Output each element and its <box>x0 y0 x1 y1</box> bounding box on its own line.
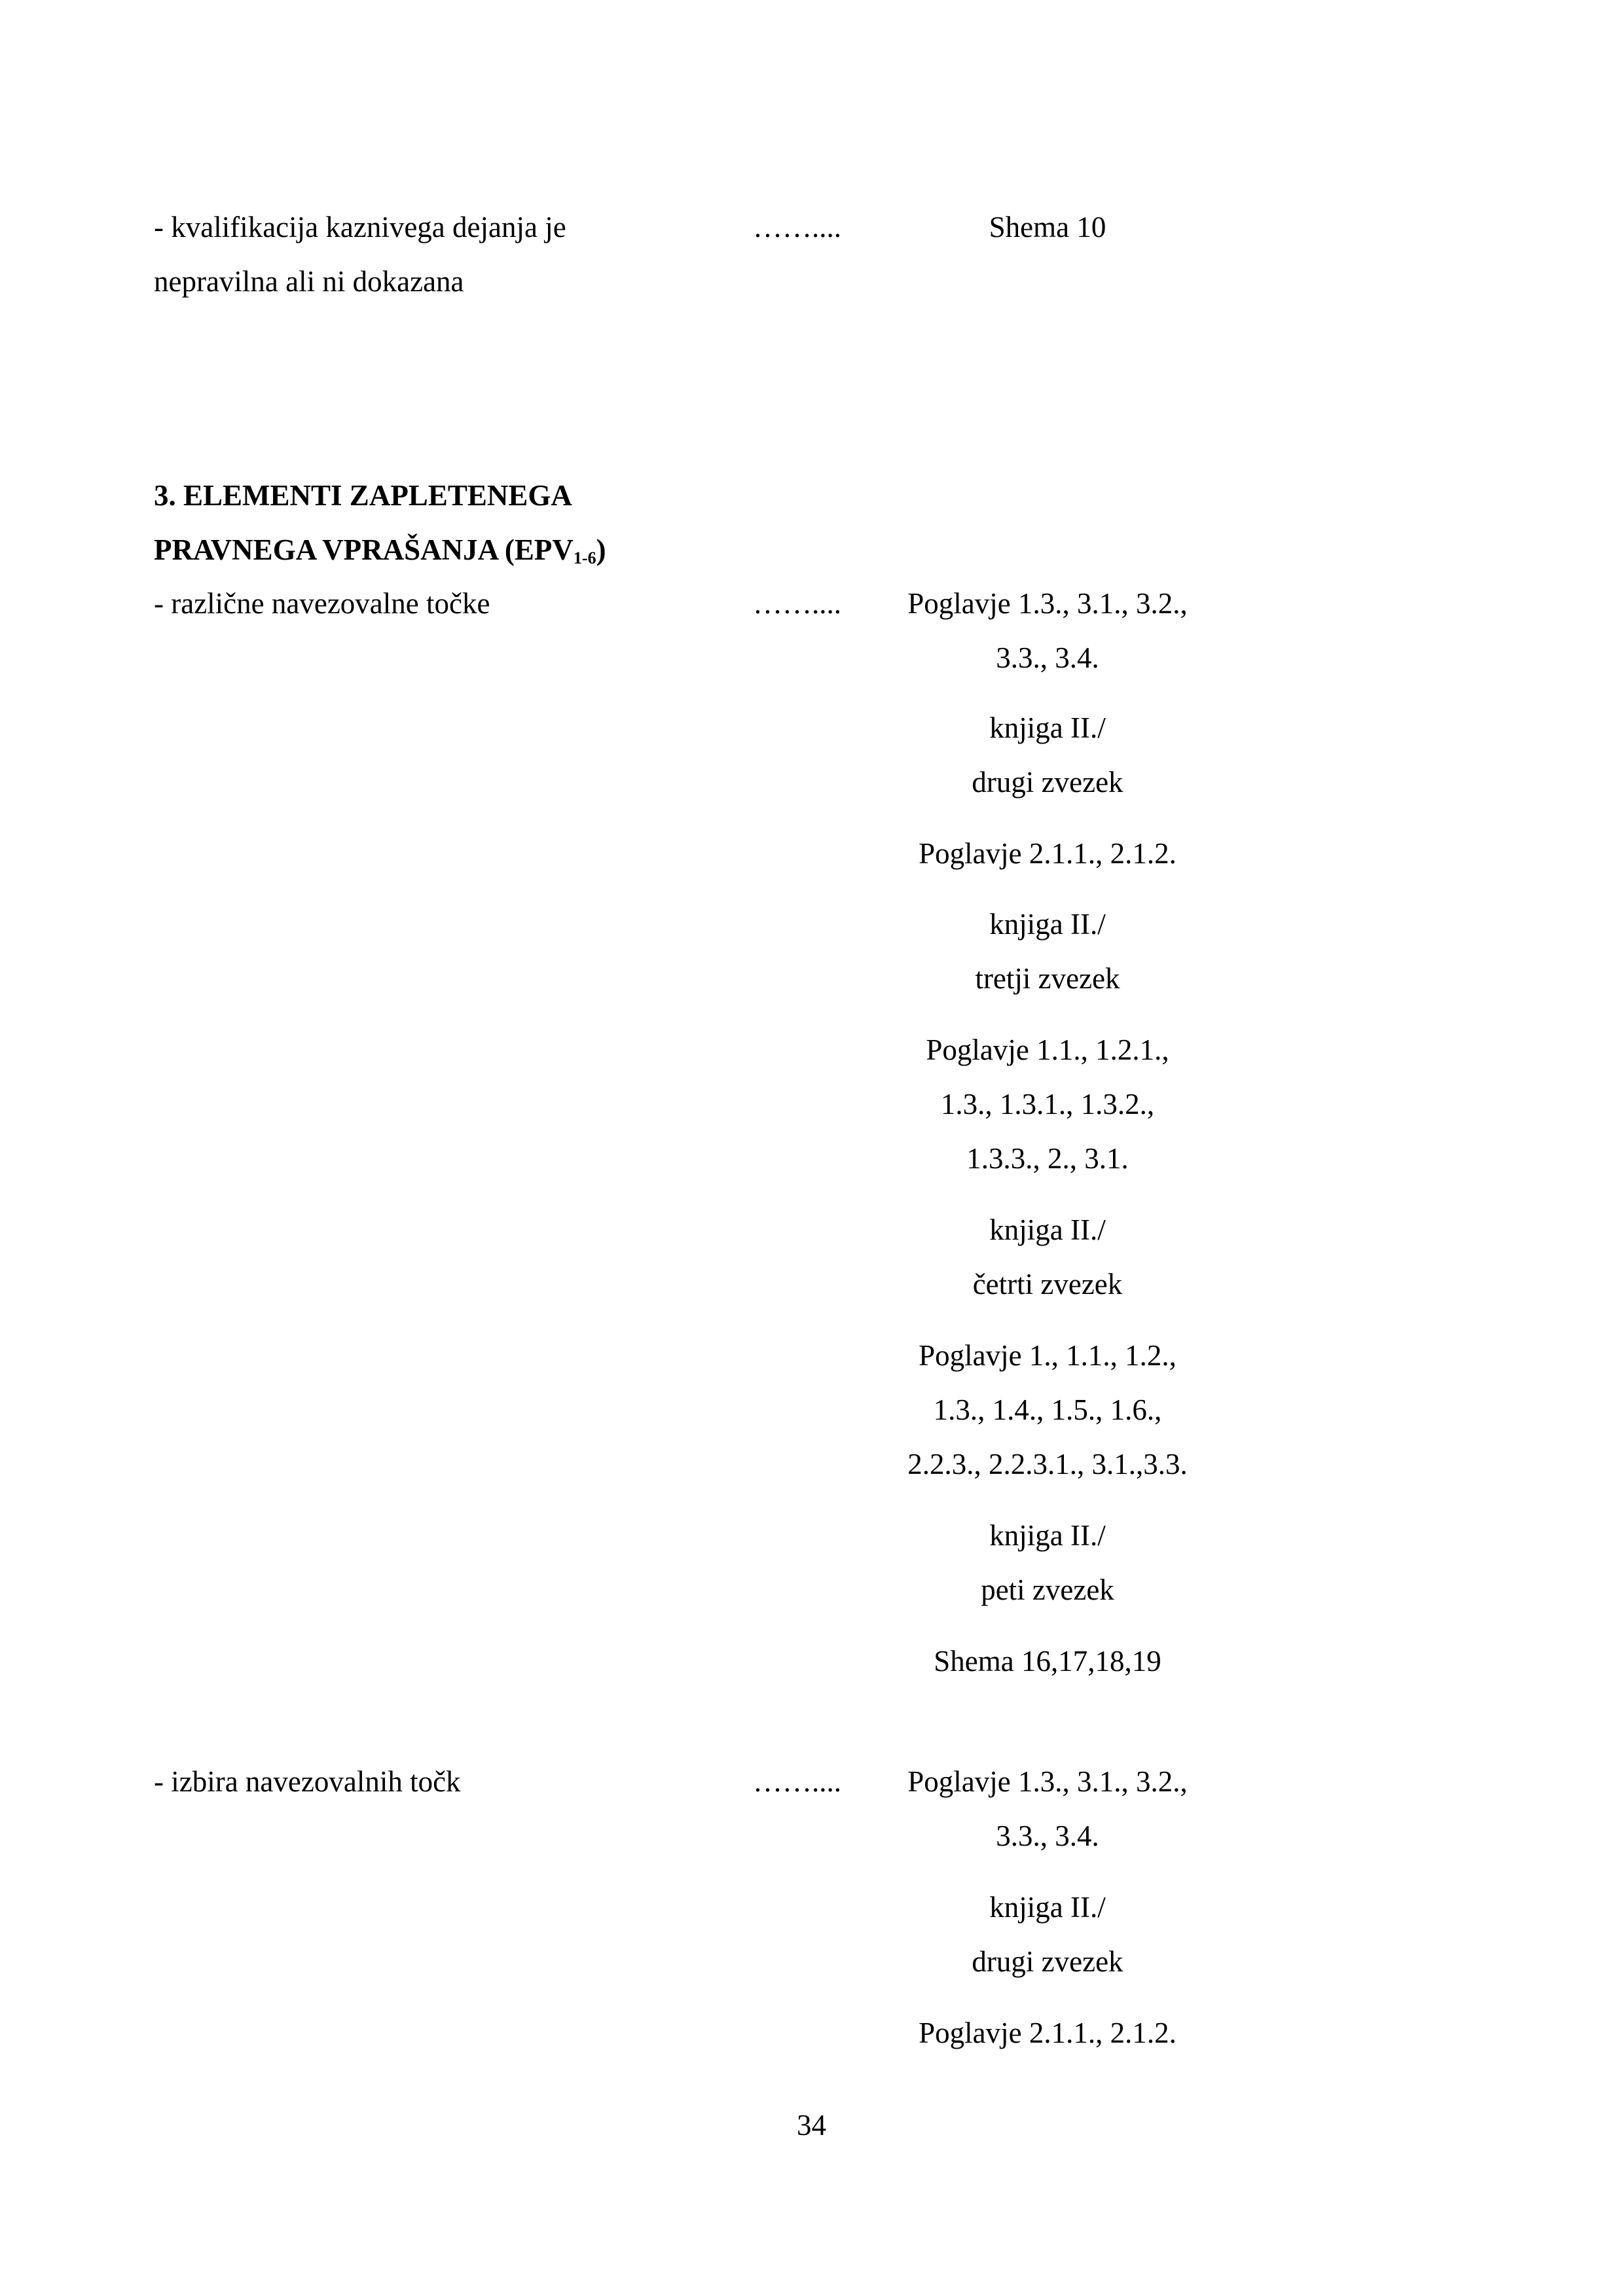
reference-line: drugi zvezek <box>972 1945 1123 1978</box>
leader-dots: …….... <box>753 211 841 243</box>
reference-line: 2.2.3., 2.2.3.1., 3.1.,3.3. <box>907 1448 1188 1480</box>
section-heading-line <box>154 535 606 565</box>
entry-text-line: nepravilna ali ni dokazana <box>154 265 464 298</box>
heading-subscript: 1-6 <box>573 548 596 567</box>
reference-line: tretji zvezek <box>975 962 1120 995</box>
reference-line: Shema 16,17,18,19 <box>934 1645 1161 1677</box>
reference-line: knjiga II./ <box>989 1519 1106 1552</box>
reference-line: drugi zvezek <box>972 766 1123 798</box>
reference-line: peti zvezek <box>981 1573 1114 1606</box>
page-number: 34 <box>797 2109 826 2142</box>
heading-main-text: PRAVNEGA VPRAŠANJA (EPV <box>154 533 574 566</box>
reference-line: četrti zvezek <box>972 1268 1123 1300</box>
reference-line: Poglavje 1.3., 3.1., 3.2., <box>907 587 1188 620</box>
reference-line: Poglavje 2.1.1., 2.1.2. <box>919 2017 1176 2049</box>
entry-text-line: - izbira navezovalnih točk <box>154 1765 461 1798</box>
reference-line: Shema 10 <box>989 211 1106 243</box>
leader-dots: …….... <box>753 587 841 620</box>
reference-line: knjiga II./ <box>989 1891 1106 1924</box>
heading-close-paren: ) <box>596 533 606 566</box>
reference-line: 1.3., 1.3.1., 1.3.2., <box>940 1088 1155 1121</box>
section-heading-line: 3. ELEMENTI ZAPLETENEGA <box>154 479 572 512</box>
entry-text-line: - kvalifikacija kaznivega dejanja je <box>154 211 566 243</box>
reference-line: 3.3., 3.4. <box>996 641 1099 674</box>
reference-line: Poglavje 1., 1.1., 1.2., <box>919 1339 1176 1372</box>
reference-line: 1.3.3., 2., 3.1. <box>966 1142 1129 1175</box>
reference-line: Poglavje 2.1.1., 2.1.2. <box>919 837 1176 870</box>
leader-dots: …….... <box>753 1765 841 1798</box>
reference-line: Poglavje 1.3., 3.1., 3.2., <box>907 1765 1188 1798</box>
reference-line: knjiga II./ <box>989 908 1106 941</box>
reference-line: Poglavje 1.1., 1.2.1., <box>926 1033 1169 1066</box>
reference-line: 3.3., 3.4. <box>996 1820 1099 1852</box>
entry-text-line: - različne navezovalne točke <box>154 587 490 620</box>
reference-line: knjiga II./ <box>989 1213 1106 1246</box>
reference-line: knjiga II./ <box>989 711 1106 744</box>
reference-line: 1.3., 1.4., 1.5., 1.6., <box>933 1393 1162 1426</box>
